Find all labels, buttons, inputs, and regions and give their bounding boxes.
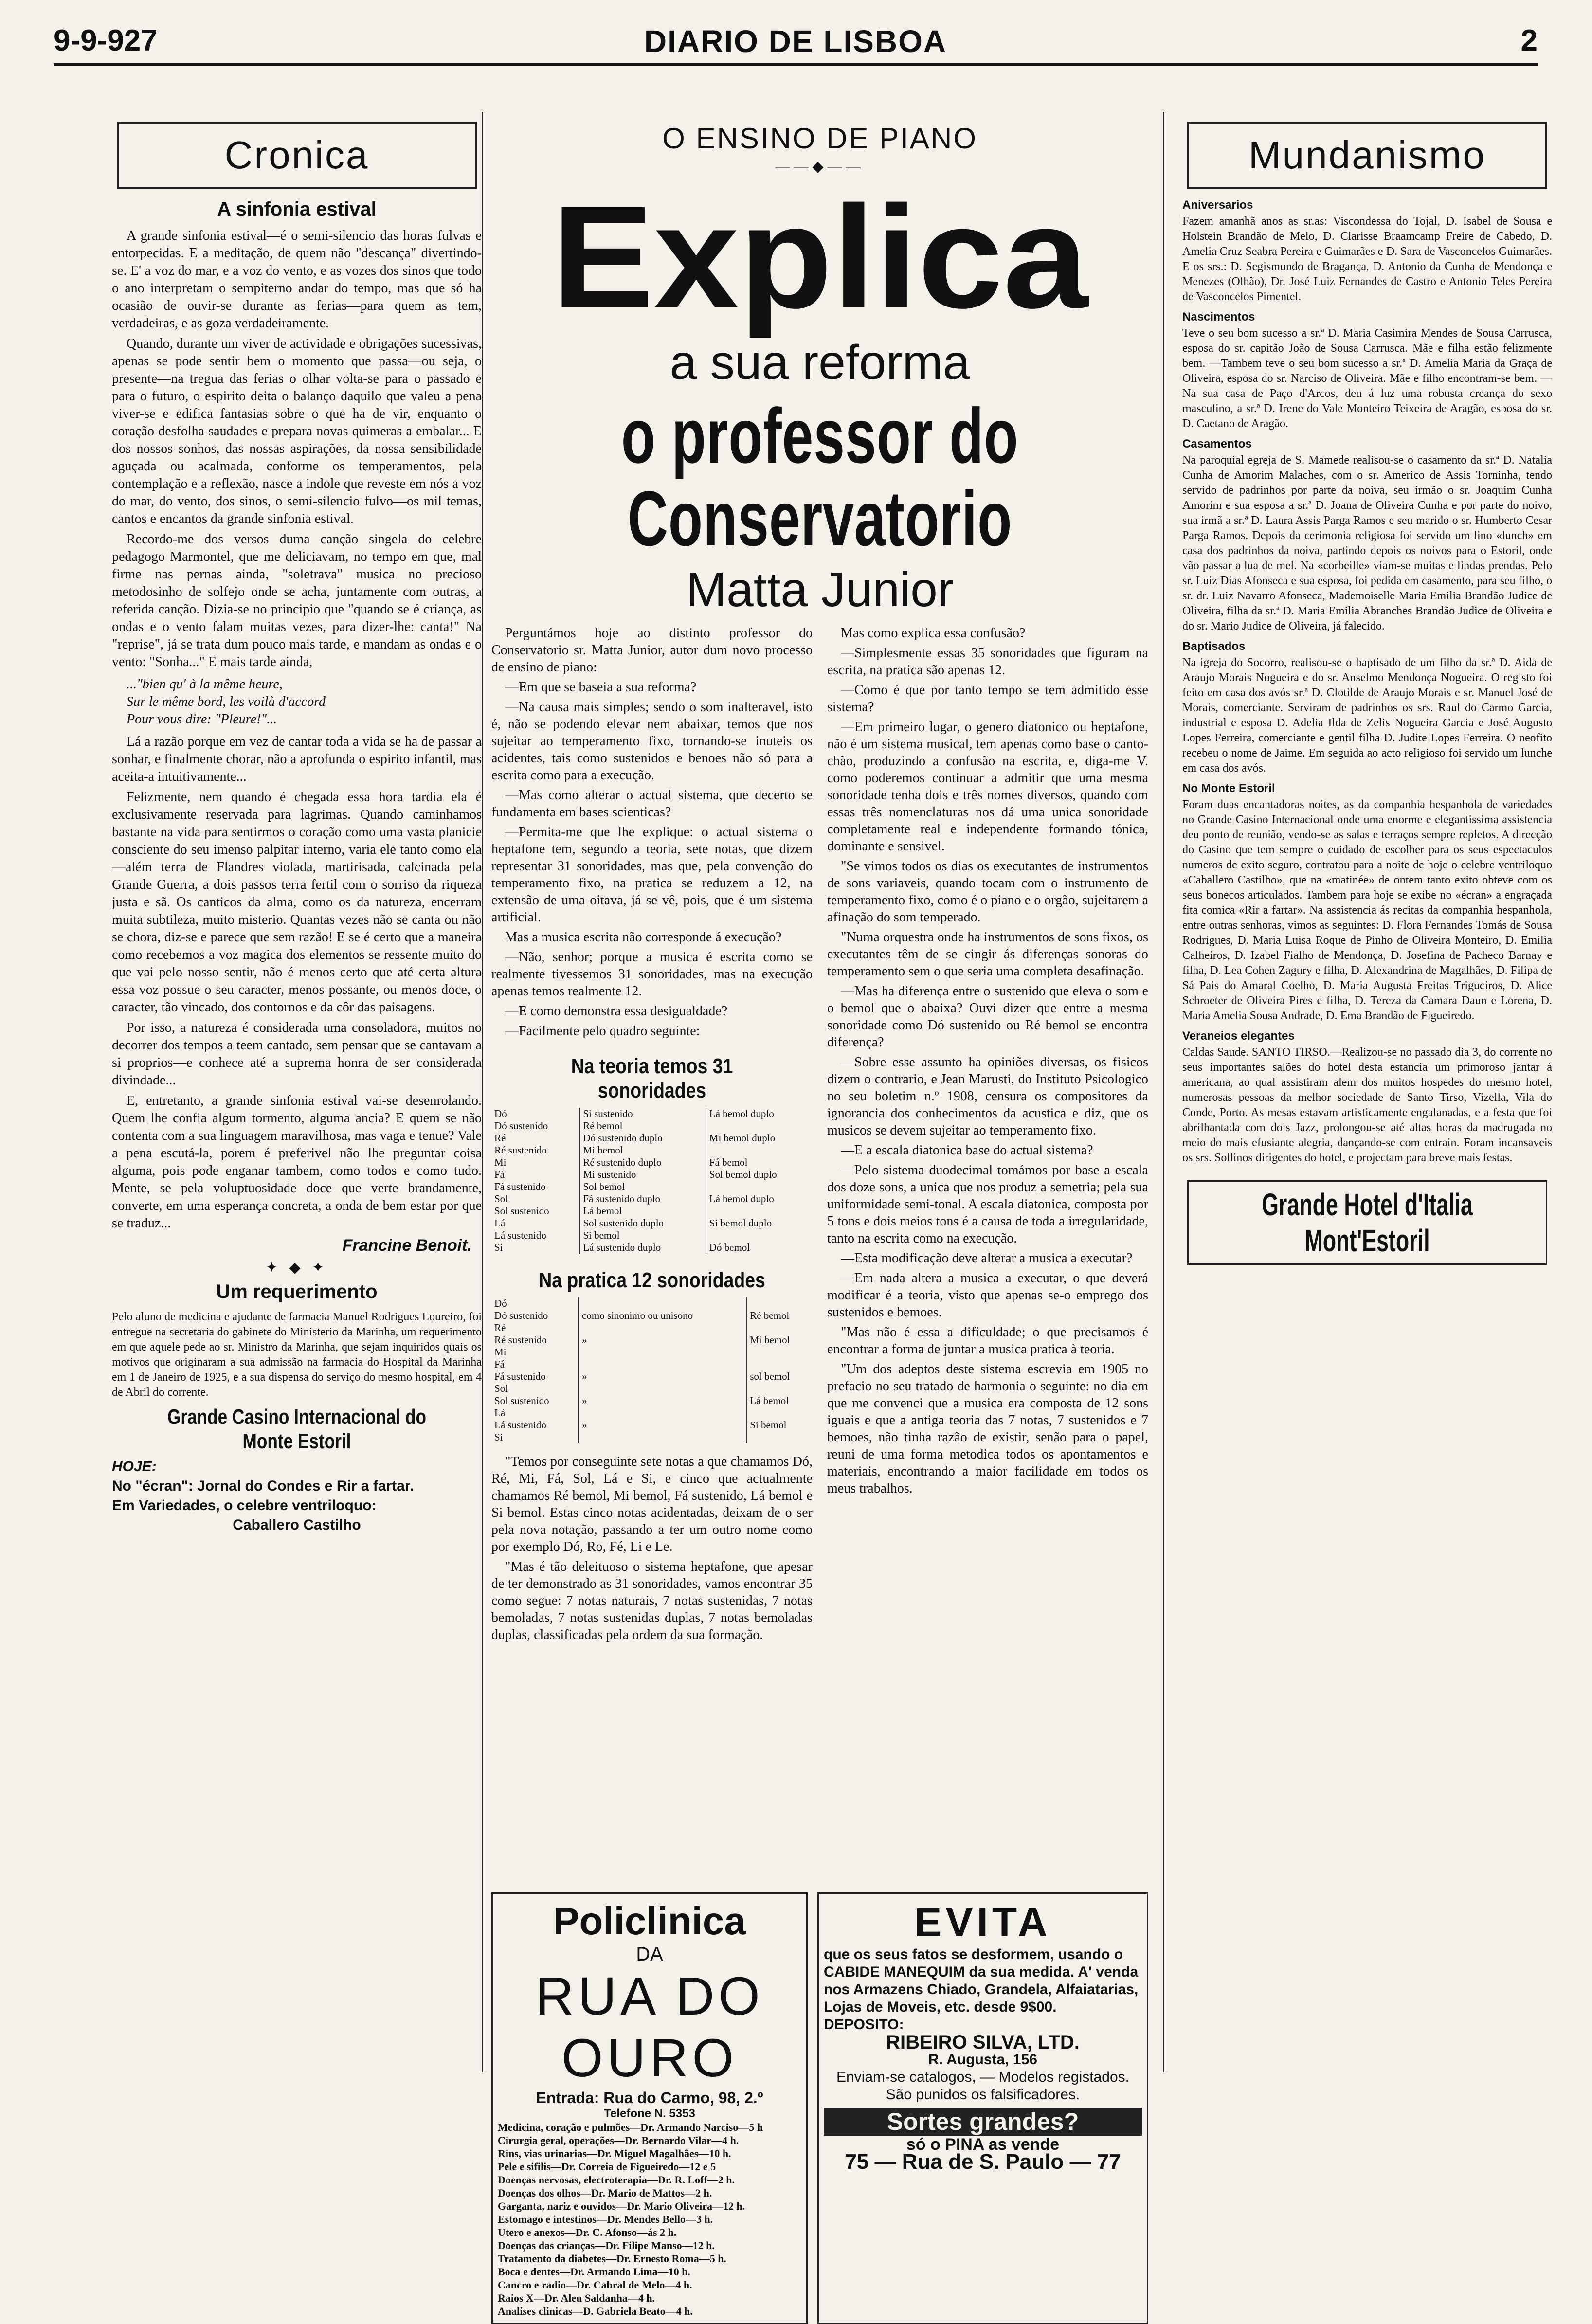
hotel-location: Mont'Estoril xyxy=(1304,1223,1430,1258)
table-row xyxy=(491,1346,813,1358)
ad-firm: RIBEIRO SILVA, LTD. xyxy=(886,2032,1080,2053)
paragraph: "Numa orquestra onde ha instrumentos de sons fixos, os executantes têm de se cingir ás diferenças sonoras do temperamento sem o que seria uma completa desafinação. xyxy=(827,930,1148,979)
paragraph: "Um dos adeptos deste sistema escrevia em 1905 no prefacio no seu tratado de harmonia o seguinte: no dia em que me convenci que a musica era composta de 12 sons iguais e que a antiga teoria das 7 notas, 7 sustenidos e 7 bemoes, não tinha razão de existir, senão para o papel, reuni de uma forma metodica todos os apontamentos e materiais, encontrando a maior facilidade em todos os meus trabalhos. xyxy=(827,1362,1148,1496)
table-row xyxy=(491,1407,813,1419)
requerimento-title: Um requerimento xyxy=(216,1281,378,1302)
ad-catalogs: Enviam-se catalogos, — Modelos registados. São punidos os falsificadores. xyxy=(836,2069,1129,2103)
ad-title: EVITA xyxy=(914,1899,1051,1945)
doctor-list xyxy=(498,2121,801,2318)
cronica-heading: Cronica xyxy=(117,122,477,189)
cronica-subtitle: A sinfonia estival xyxy=(217,198,377,220)
lottery-headline: Sortes grandes? xyxy=(824,2108,1142,2136)
table-cell: Sol sustenido xyxy=(494,1205,549,1217)
doctor-entry: Medicina, coração e pulmões—Dr. Armando Narciso—5 h xyxy=(498,2121,763,2133)
table-cell xyxy=(746,1297,813,1310)
paragraph: —E a escala diatonica base do actual sistema? xyxy=(841,1143,1093,1158)
table-row xyxy=(491,1132,813,1144)
table-cell: Lá sustenido xyxy=(494,1419,546,1431)
table-cell: Ré xyxy=(494,1132,506,1144)
table-cell: Lá bemol xyxy=(579,1205,706,1217)
table-row xyxy=(491,1297,813,1310)
table-row xyxy=(491,1419,813,1431)
paragraph: A grande sinfonia estival—é o semi-silencio das horas fulvas e entorpecidas. E a meditação, de quem não "descança" divertindo-se. E' a voz do mar, e a voz do vento, e as vozes dos sinos que todo o ano interpretam o sempiterno andar do tempo, mas que só ha ocasião de ouvir-se durante as ferias—para quem as tem, verdadeiras, e as goza verdadeiramente. xyxy=(112,228,482,331)
table-cell xyxy=(579,1383,746,1395)
paragraph: —Em primeiro lugar, o genero diatonico ou heptafone, não é um sistema musical, tem apenas como base o canto-chão, produzindo a confusão na escrita, e, diga-me V. como poderemos continuar a admitir que uma mesma sonoridade tenha dois e três nomes diversos, quando com essas três nomenclaturas nos dá uma unica sonoridade completamente real e independente formando tónica, dominante e sensivel. xyxy=(827,720,1148,854)
table-cell: Fá sustenido xyxy=(494,1370,546,1382)
requerimento-text: Pelo aluno de medicina e ajudante de farmacia Manuel Rodrigues Loureiro, foi entregue na secretaria do gabinete do Ministerio da Marinha, um requerimento em que aquele pede ao sr. Ministro da Marinha, que sejam inquiridos quais os motivos que originaram a sua admissão na farmacia do Hospital da Marinha em 1 de Janeiro de 1925, e a sua dispensa do serviço do mesmo hospital, em 4 de Abril do corrente. xyxy=(112,1311,482,1399)
ad-address: R. Augusta, 156 xyxy=(928,2052,1037,2068)
article-column-b xyxy=(827,625,1148,1646)
advertisements xyxy=(491,1892,1148,2324)
ornament: ✦ ◆ ✦ xyxy=(265,1260,328,1276)
table-cell: Fá xyxy=(494,1169,505,1180)
table-cell: Dó sustenido duplo xyxy=(579,1132,706,1144)
newspaper-title: DIARIO DE LISBOA xyxy=(644,24,947,59)
table-row xyxy=(491,1217,813,1229)
paragraph: —Pelo sistema duodecimal tomámos por base a escala dos doze sons, a unica que nos produz a semetria; pela sua uniformidade semi-tonal. A escala diatonica, composta por 5 tons e dois meios tons é a causa de toda a irregularidade, tanto na escrita como na execução. xyxy=(827,1163,1148,1246)
casino-title: Grande Casino Internacional do Monte Estoril xyxy=(167,1405,426,1453)
table-cell: Si xyxy=(494,1242,503,1253)
table-cell: Ré sustenido duplo xyxy=(579,1156,706,1169)
table-cell: Lá bemol xyxy=(746,1395,813,1407)
table-cell: Mi bemol duplo xyxy=(706,1132,813,1144)
table-cell: Mi xyxy=(494,1346,507,1358)
section-text: Na igreja do Socorro, realisou-se o baptisado de um filho da sr.ª D. Aida de Araujo Morais Nogueira e do sr. Anselmo Mendonça Nogueira. O registo foi feito em casa dos avós sr.ª D. Clotilde de Araujo Morais e sr. Manuel José de Morais, comerciante. Serviram de padrinhos os srs. Raul do Carmo Garcia, industrial e esposa D. Adelia Ilda de Zelis Nogueira Garcia e José Augusto Lopes Ferreira, comerciante e gentil filha D. Judite Lopes Ferreira. O neofito recebeu o nome de Jaime. Em seguida ao acto religioso foi servido um lunche em casa dos avós. xyxy=(1182,656,1552,775)
poem-line: Sur le même bord, les voilà d'accord xyxy=(127,694,326,709)
table-row xyxy=(491,1322,813,1334)
table-row xyxy=(491,1120,813,1132)
issue-date: 9-9-927 xyxy=(54,24,158,57)
paragraph: "Temos por conseguinte sete notas a que chamamos Dó, Ré, Mi, Fá, Sol, Lá e Si, e cinco que actualmente chamamos Ré bemol, Mi bemol, Fá sustenido, Lá bemol e Si bemol. Estas cinco notas acidentadas, deixam de o ser pela nova notação, passando a ter um outro nome como por exemplo Dó, Ro, Fé, Li e Le. xyxy=(491,1454,813,1554)
casino-line: Caballero Castilho xyxy=(233,1517,361,1533)
paragraph: —Mas como alterar o actual sistema, que decerto se fundamenta em bases scienticas? xyxy=(491,788,813,820)
ad-phone: Telefone N. 5353 xyxy=(604,2107,695,2120)
ornament: ——◆—— xyxy=(775,159,865,175)
table-cell xyxy=(579,1358,746,1370)
table-cell xyxy=(579,1346,746,1358)
table-cell: Sol sustenido duplo xyxy=(579,1217,706,1229)
table-cell: Ré bemol xyxy=(746,1310,813,1322)
table-cell: Lá sustenido xyxy=(494,1229,546,1241)
article-body xyxy=(491,625,1148,1646)
paragraph: "Mas não é essa a dificuldade; o que precisamos é encontrar a forma de juntar a musica pratica à teoria. xyxy=(827,1325,1148,1357)
table-row xyxy=(491,1431,813,1443)
section-text: Foram duas encantadoras noites, as da companhia hespanhola de variedades no Grande Casino Internacional onde uma enorme e elegantissima assistencia deu ponto de reunião, vendo-se as salas e terraços sempre repletos. A direcção do Casino que tem sempre o cuidado de escolher para os seus espectaculos numeros de exito seguro, contratou para a noite de hoje o celebre ventriloquo «Caballero Castilho», que na «matinée» de ontem tanto exito obteve com os seus bonecos articulados. Tambem para hoje se exibe no «écran» a engraçada fita comica «Rir a fartar». Na assistencia ás recitas da companhia hespanhola, entre outras senhoras, vimos as seguintes: D. Flora Fernandes Tomás de Sousa Rodrigues, D. Maria Luisa Roque de Pinho de Oliveira Monteiro, D. Emilia Calheiros, D. Izabel Fialho de Mendonça, D. Josefina de Pacheco Barnay e filha, D. Lea Cohen Zagury e filha, D. Alexandrina de Magalhães, D. Filipa de Sá Pais do Amaral Coelho, D. Maria Augusta Freitas Triguciros, D. Alice Schroeter de Oliveira Pires e filha, D. Tereza da Camara Daun e Lorena, D. Maria Amelia Sousa Andrade, D. Ema Brandão de Figueiredo. xyxy=(1182,798,1552,1022)
table-cell xyxy=(746,1322,813,1334)
paragraph: Mas a musica escrita não corresponde á execução? xyxy=(505,930,782,945)
article-kicker: O ENSINO DE PIANO xyxy=(662,122,977,155)
article-headline: Explica xyxy=(551,175,1088,339)
table-title: Na pratica 12 sonoridades xyxy=(539,1268,765,1292)
masthead xyxy=(54,19,1538,66)
table-cell: como sinonimo ou unisono xyxy=(579,1310,746,1322)
ad-title: Policlinica xyxy=(553,1899,746,1943)
ad-text: que os seus fatos se desformem, usando o CABIDE MANEQUIM da sua medida. A' venda nos Armazens Chiado, Grandela, Alfaiatarias, Lojas de Moveis, etc. desde 9$00. xyxy=(824,1946,1139,2015)
table-cell: Fá sustenido duplo xyxy=(579,1193,706,1205)
table-cell: Dó xyxy=(494,1108,507,1119)
sonoridades-theory-table xyxy=(491,1108,813,1254)
table-cell xyxy=(706,1144,813,1156)
paragraph: —Em que se baseia a sua reforma? xyxy=(505,680,697,695)
paragraph: —Facilmente pelo quadro seguinte: xyxy=(505,1024,700,1039)
table-cell xyxy=(579,1431,746,1443)
table-cell xyxy=(706,1205,813,1217)
table-cell: Fá sustenido xyxy=(494,1181,546,1192)
paragraph: —Esta modificação deve alterar a musica a executar? xyxy=(841,1251,1133,1266)
table-row xyxy=(491,1144,813,1156)
doctor-entry: Doenças dos olhos—Dr. Mario de Mattos—2 h. xyxy=(498,2187,712,2199)
paragraph: "Se vimos todos os dias os executantes de instrumentos de sons variaveis, quando tocam com o instrumento de temperamento fixo, como é o piano e o orgão, sujeitarem a afinação do som temperado. xyxy=(827,859,1148,925)
table-row xyxy=(491,1108,813,1120)
casino-line: Em Variedades, o celebre ventriloquo: xyxy=(112,1497,377,1513)
table-cell: Lá sustenido duplo xyxy=(579,1242,706,1254)
table-cell: » xyxy=(579,1419,746,1431)
table-cell: Sol xyxy=(494,1383,508,1394)
section-text: Fazem amanhã anos as sr.as: Viscondessa do Tojal, D. Isabel de Sousa e Holstein Brandão de Melo, D. Clarisse Braamcamp Freire de Cabedo, D. Amelia Cruz Seabra Pereira e Guimarães e D. Sara de Vasconcelos Guimarães. E os srs.: D. Segismundo de Bragança, D. Antonio da Cunha de Mendonça e Menezes (Olhão), Dr. José Luiz Fernandes de Castro e Antonio Teles Pereira de Vasconcelos Pimentel. xyxy=(1182,215,1552,303)
paragraph: —Simplesmente essas 35 sonoridades que figuram na escrita, na pratica são apenas 12. xyxy=(827,646,1148,678)
table-cell: Fá xyxy=(494,1358,505,1370)
cronica-body xyxy=(112,227,482,1232)
casino-hoje: HOJE: xyxy=(112,1459,157,1475)
table-cell xyxy=(746,1358,813,1370)
ad-street: RUA DO OURO xyxy=(535,1966,764,2088)
table-cell: Mi sustenido xyxy=(579,1169,706,1181)
table-cell: Lá xyxy=(494,1407,506,1419)
hotel-name: Grande Hotel d'Italia xyxy=(1262,1187,1473,1222)
table-row xyxy=(491,1395,813,1407)
table-cell: sol bemol xyxy=(746,1370,813,1383)
paragraph: —Mas ha diferença entre o sustenido que eleva o som e o bemol que o abaixa? Ouvi dizer que entre a mesma sonoridade como Dó sustenido ou Ré bemol se encontra diferença? xyxy=(827,984,1148,1050)
section-text: Teve o seu bom sucesso a sr.ª D. Maria Casimira Mendes de Sousa Carrusca, esposa do sr. capitão João de Sousa Carrusca. Mãe e filha estão felizmente bem. —Tambem teve o seu bom sucesso a sr.ª D. Amelia Maria da Graça de Oliveira, esposa do sr. Narciso de Oliveira. Mãe e filho encontram-se bem. —Na sua casa de Paço d'Arcos, deu á luz uma robusta creança do sexo masculino, a sr.ª D. Irene do Vale Monteiro Teixeira de Aragão, esposa do sr. D. Caetano de Aragão. xyxy=(1182,327,1552,430)
table-row xyxy=(491,1383,813,1395)
section-title: Nascimentos xyxy=(1182,310,1255,324)
sonoridades-practice-table xyxy=(491,1297,813,1443)
table-cell xyxy=(579,1407,746,1419)
table-cell: Dó xyxy=(494,1297,507,1309)
table-cell: Mi bemol xyxy=(746,1334,813,1346)
table-cell: Sol sustenido xyxy=(494,1395,549,1406)
column-rule xyxy=(1163,112,1164,2072)
center-column xyxy=(491,107,1148,1907)
author-signature: Francine Benoit. xyxy=(342,1236,472,1255)
table-row xyxy=(491,1358,813,1370)
table-row xyxy=(491,1169,813,1181)
table-cell xyxy=(579,1297,746,1310)
table-cell: Si bemol duplo xyxy=(706,1217,813,1229)
right-column xyxy=(1182,107,1552,1941)
paragraph: E, entretanto, a grande sinfonia estival vai-se desenrolando. Quem lhe confia algum tormento, alguma ancia? E quem se não contenta com a sua linguagem maravilhosa, mas vaga e tenue? Vale a pena escutá-la, porem é preferivel não lhe preguntar coisa alguma, pois pode enganar tambem, como todos e como tudo. Mente, se pela voluptuosidade doce que verte brandamente, converte, em uma esperança concreta, a onda de bem estar por que se traduz... xyxy=(112,1093,482,1231)
table-cell xyxy=(746,1346,813,1358)
table-cell: Lá bemol duplo xyxy=(706,1108,813,1120)
doctor-entry: Analises clinicas—D. Gabriela Beato—4 h. xyxy=(498,2305,693,2317)
table-cell: Dó sustenido xyxy=(494,1120,548,1132)
doctor-entry: Raios X—Dr. Aleu Saldanha—4 h. xyxy=(498,2292,655,2304)
paragraph: Quando, durante um viver de actividade e obrigações sucessivas, apenas se pode sentir bem o momento que passa—ou seja, o presente—na tregua das ferias o olhar volta-se para o passado e para o futuro, o espirito deita o balanço daquilo que valeu a pena viver-se e edifica fantasias sobre o que ha de vir, enquanto o coração desfolha saudades e prepara novas quimeras a embalar... E dos nossos sonhos, das nossas aspirações, da nossa sensibilidade aguçada ou acalmada, conforme os temperamentos, pela contemplação e a reflexão, nasce a indole que reveste em nós a voz do mar, do vento, dos sinos, o semi-silencio fulvo—os mil temas, cantos e encantos da grande sinfonia estival. xyxy=(112,336,482,526)
table-cell: Sol xyxy=(494,1193,508,1205)
evita-ad xyxy=(817,1892,1148,2324)
paragraph: —Como é que por tanto tempo se tem admitido esse sistema? xyxy=(827,683,1148,715)
lottery-address: 75 — Rua de S. Paulo — 77 xyxy=(845,2150,1121,2174)
paragraph: Perguntámos hoje ao distinto professor do Conservatorio sr. Matta Junior, autor dum novo processo de ensino de piano: xyxy=(491,626,813,675)
poem-line: ..."bien qu' à la même heure, xyxy=(127,677,283,692)
table-row xyxy=(491,1205,813,1217)
table-row xyxy=(491,1193,813,1205)
doctor-entry: Cirurgia geral, operações—Dr. Bernardo Vilar—4 h. xyxy=(498,2134,739,2146)
paragraph: Recordo-me dos versos duma canção singela do celebre pedagogo Marmontel, que me deliciavam, no tempo em que, mal firme nas pernas ainda, "soletrava" musica no precioso metodosinho de solfejo onde se acha, juntamente com outras, a referida canção. Dizia-se no principio que "quando se é criança, as ondas e o vento falam muitas vezes, para dizer-lhe: canta!" Na "reprise", já se trata dum pouco mais tarde, e mandam as ondas e o vento: "Sonha..." E mais tarde ainda, xyxy=(112,532,482,669)
paragraph: —Na causa mais simples; sendo o som inalteravel, isto é, não se podendo elevar nem abaixar, temos que nos sujeitar ao temperamento fixo, tornando-se inuteis os acidentes, tais como sustenidos e benoes não só para a escrita como para a execução. xyxy=(491,700,813,783)
paragraph: —Em nada altera a musica a executar, o que deverá modificar é a teoria, visto que apenas se-o emprego dos sustenidos e bemoes. xyxy=(827,1271,1148,1320)
ad-deposito: DEPOSITO: xyxy=(824,2017,904,2033)
doctor-entry: Tratamento da diabetes—Dr. Ernesto Roma—5 h. xyxy=(498,2252,726,2265)
section-title: Casamentos xyxy=(1182,437,1252,450)
doctor-entry: Cancro e radio—Dr. Cabral de Melo—4 h. xyxy=(498,2279,692,2291)
table-cell xyxy=(579,1322,746,1334)
doctor-entry: Rins, vias urinarias—Dr. Miguel Magalhães—10 h. xyxy=(498,2147,731,2160)
doctor-entry: Garganta, nariz e ouvidos—Dr. Mario Oliveira—12 h. xyxy=(498,2200,745,2212)
table-row xyxy=(491,1334,813,1346)
left-column xyxy=(112,107,482,1931)
table-cell: Ré bemol xyxy=(579,1120,706,1132)
section-title: Baptisados xyxy=(1182,640,1246,653)
paragraph: —E como demonstra essa desigualdade? xyxy=(505,1004,728,1019)
table-row xyxy=(491,1310,813,1322)
table-row xyxy=(491,1242,813,1254)
doctor-entry: Utero e anexos—Dr. C. Afonso—ás 2 h. xyxy=(498,2226,677,2238)
doctor-entry: Pele e sifilis—Dr. Correia de Figueiredo—12 e 5 xyxy=(498,2161,716,2173)
table-cell: Fá bemol xyxy=(706,1156,813,1169)
table-cell: Sol bemol xyxy=(579,1181,706,1193)
doctor-entry: Estomago e intestinos—Dr. Mendes Bello—3 h. xyxy=(498,2213,713,2225)
paragraph: —Permita-me que lhe explique: o actual sistema o heptafone tem, segundo a teoria, sete notas, que dizem representar 31 sonoridades, mas que, pela convenção do temperamento fixo, na pratica se reduzem a 12, na extensão de uma oitava, já se vê, pois, que é um sistema artificial. xyxy=(491,825,813,925)
table-cell: Ré xyxy=(494,1322,506,1333)
table-cell xyxy=(706,1229,813,1242)
table-row xyxy=(491,1229,813,1242)
article-deck: o professor do Conservatorio xyxy=(621,392,1019,562)
table-cell: » xyxy=(579,1395,746,1407)
table-cell: Lá bemol duplo xyxy=(706,1193,813,1205)
table-cell xyxy=(746,1383,813,1395)
section-title: No Monte Estoril xyxy=(1182,782,1275,795)
table-cell: » xyxy=(579,1370,746,1383)
paragraph: Por isso, a natureza é considerada uma consoladora, muitos no decorrer dos tempos a teem cantado, sem pensar que se cantavam a si proprios—e conhece até a suprema honra de ser considerada divindade... xyxy=(112,1020,482,1088)
table-cell: Sol bemol duplo xyxy=(706,1169,813,1181)
social-sections xyxy=(1182,198,1552,1166)
table-cell: Ré sustenido xyxy=(494,1334,547,1346)
table-cell xyxy=(746,1407,813,1419)
section-title: Aniversarios xyxy=(1182,198,1253,212)
section-text: Na paroquial egreja de S. Mamede realisou-se o casamento da sr.ª D. Natalia Cunha de Amorim Malaches, com o sr. Americo de Assis Torninha, tendo servido de padrinhos por parte da noiva, seu irmão o sr. Joaquim Cunha Amorim e sua esposa a sr.ª D. Joana de Oliveira Cunha e por parte do noivo, sua irmã a sr.ª D. Laura Assis Parga Ramos e seu marido o sr. Humberto Cesar Parga Ramos. Depois da cerimonia religiosa foi servido um lino «lunch» em casa dos padrinhos da noiva, partindo depois os noivos para o Estoril, onde vão passar a lua de mel. Na «corbeille» viam-se muitas e lindas prendas. Pelo sr. Luiz Dias Afonseca e sua esposa, foi pedida em casamento, para seu filho, o sr. dr. Luiz Navarro Afonseca, Mademoiselle Maria Emilia Brandão Judice de Oliveira, filha da sr.ª D. Maria Emilia Abranches Brandão Judice de Oliveira e do sr. Mario Judice de Oliveira, já falecido. xyxy=(1182,454,1552,632)
casino-line: No "écran": Jornal do Condes e Rir a fartar. xyxy=(112,1478,414,1494)
lottery-vendor: só o PINA as vende xyxy=(906,2135,1060,2154)
doctor-entry: Boca e dentes—Dr. Armando Lima—10 h. xyxy=(498,2266,690,2278)
paragraph: "Mas é tão deleituoso o sistema heptafone, que apesar de ter demonstrado as 31 sonoridades, vamos encontrar 35 como segue: 7 notas naturais, 7 notas sustenidas, 7 notas bemoladas, 7 notas sustenidas duplas, 7 notas bemoladas duplas, classificadas pela ordem da sua formação. xyxy=(491,1559,813,1642)
policlinica-ad xyxy=(491,1892,808,2324)
poem-line: Pour vous dire: "Pleure!"... xyxy=(127,712,277,727)
table-row xyxy=(491,1156,813,1169)
article-column-a xyxy=(491,625,813,1646)
paragraph: Lá a razão porque em vez de cantar toda a vida se ha de passar a sonhar, e finalmente chorar, não a aprofunda o espirito infantil, mas aceita-a intuitivamente... xyxy=(112,734,482,784)
section-title: Veraneios elegantes xyxy=(1182,1029,1295,1043)
paragraph: Felizmente, nem quando é chegada essa hora tardia ela é exclusivamente reservada para lagrimas. Quando caminhamos bastante na vida para sentirmos o coração como uma vasta planicie consciente do seu imenso palpitar interno, varia ele tanto como ela—além terra de Flandres violada, martirisada, calcinada pela Grande Guerra, a dois passos terra fertil com o sorriso da riqueza justa e sã. Os canticos da alma, como os da natureza, encerram muita subtileza, muito misterio. Quantas vezes não se canta ou não se chora, diz-se e parece que sem razão! E se é certo que a maneira como recebemos a voz magica dos elementos se ressente muito do que vai pelo nosso sentir, não é menos certo que até certa altura essa voz possue o seu caracter, menos possante, ou menos doce, o caracter, tão vincado, dos contornos e da côr das paisagens. xyxy=(112,790,482,1015)
paragraph: Mas como explica essa confusão? xyxy=(841,626,1026,641)
article-person: Matta Junior xyxy=(686,562,954,617)
table-cell: Lá xyxy=(494,1217,506,1229)
paragraph: —Sobre esse assunto ha opiniões diversas, os fisicos dizem o contrario, e Jean Marusti, do Instituto Psicologico no seu boletim n.º 1908, censura os compositores da ignorancia dos conhecimentos da acustica e diz, que os musicos se devem sujeitar ao temperamento fixo. xyxy=(827,1055,1148,1138)
mundanismo-heading: Mundanismo xyxy=(1187,122,1547,189)
article-subheadline: a sua reforma xyxy=(669,335,970,390)
column-rule xyxy=(482,112,483,2072)
hotel-ad xyxy=(1187,1180,1547,1265)
ad-entrance: Entrada: Rua do Carmo, 98, 2.º xyxy=(536,2089,763,2107)
table-cell: Si sustenido xyxy=(579,1108,706,1120)
ad-da: DA xyxy=(636,1944,663,1965)
table-cell xyxy=(746,1431,813,1443)
paragraph: —Não, senhor; porque a musica é escrita como se realmente tivessemos 31 sonoridades, mas na execução apenas temos realmente 12. xyxy=(491,950,813,999)
table-cell: Ré sustenido xyxy=(494,1144,547,1156)
table-cell: Si xyxy=(494,1431,503,1443)
table-cell: Si bemol xyxy=(746,1419,813,1431)
table-cell xyxy=(706,1181,813,1193)
doctor-entry: Doenças nervosas, electroterapia—Dr. R. Loff—2 h. xyxy=(498,2174,735,2186)
table-cell: » xyxy=(579,1334,746,1346)
table-cell: Mi bemol xyxy=(579,1144,706,1156)
section-text: Caldas Saude. SANTO TIRSO.—Realizou-se no passado dia 3, do corrente no seus importantes salões do hotel desta estancia um primoroso jantar á americana, ao qual assistiram alem dos muitos hospedes do mesmo hotel, numerosas pessoas da melhor sociedade de Santo Tirso, Vizella, Vila do Conde, Porto. As mesas estavam artisticamente engalanadas, e a festa que foi abrilhantada com dois Jazz, prolongou-se até altas horas da madrugada no meio do mais efusiante alegria, dançando-se com entrain. Foram incansaveis os srs. Sollinos dirigentes do hotel, e projectam para breve mais festas. xyxy=(1182,1046,1552,1164)
table-cell: Si bemol xyxy=(579,1229,706,1242)
table-row xyxy=(491,1181,813,1193)
page-number: 2 xyxy=(1520,24,1538,57)
table-row xyxy=(491,1370,813,1383)
poem xyxy=(127,676,467,728)
table-cell xyxy=(706,1120,813,1132)
table-title: Na teoria temos 31 sonoridades xyxy=(571,1054,733,1102)
table-cell: Mi xyxy=(494,1156,507,1168)
doctor-entry: Doenças das crianças—Dr. Filipe Manso—12 h. xyxy=(498,2239,715,2252)
table-cell: Dó bemol xyxy=(706,1242,813,1254)
table-cell: Dó sustenido xyxy=(494,1310,548,1321)
